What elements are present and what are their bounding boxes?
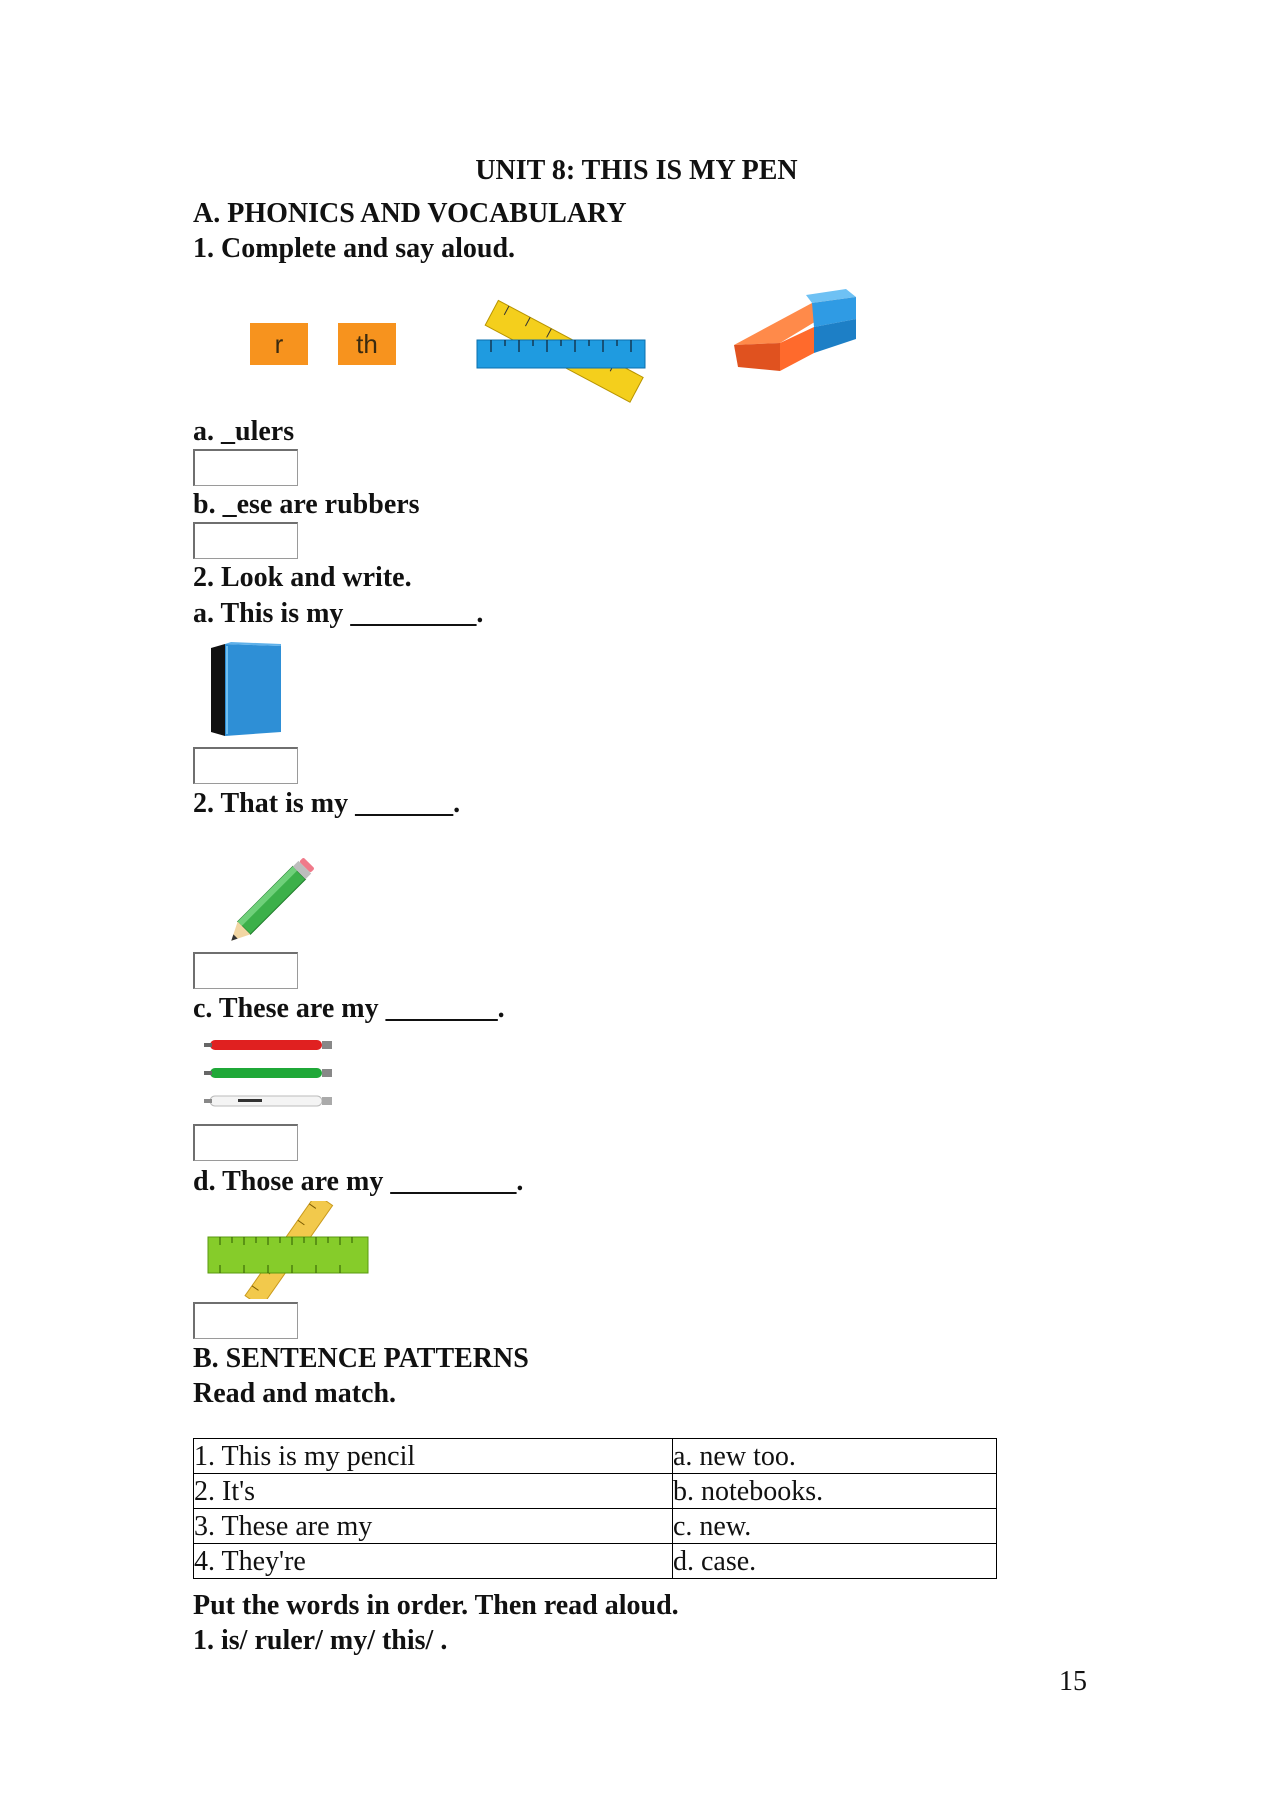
answer-input-1b[interactable] [193, 522, 298, 559]
order-instruction: Put the words in order. Then read aloud. [193, 1590, 679, 1621]
exercise-1-instruction: 1. Complete and say aloud. [193, 233, 516, 264]
match-table [193, 1438, 997, 1579]
rulers-icon [473, 294, 649, 412]
table-row [194, 1474, 997, 1509]
match-left-3: 3. These are my [194, 1509, 673, 1544]
section-b-heading: B. SENTENCE PATTERNS [193, 1343, 529, 1374]
answer-input-2b[interactable] [193, 952, 298, 989]
pens-icon [204, 1036, 336, 1112]
match-right-b: b. notebooks. [673, 1474, 997, 1509]
match-right-d: d. case. [673, 1544, 997, 1579]
match-left-4: 4. They're [194, 1544, 673, 1579]
table-row [194, 1439, 997, 1474]
answer-input-2d[interactable] [193, 1302, 298, 1339]
answer-input-1a[interactable] [193, 449, 298, 486]
eraser-icon [728, 283, 860, 385]
exercise-2-item-a: a. This is my _________. [193, 598, 484, 629]
exercise-1-item-b: b. _ese are rubbers [193, 489, 420, 520]
match-instruction: Read and match. [193, 1378, 397, 1409]
match-right-a: a. new too. [673, 1439, 997, 1474]
order-question-1: 1. is/ ruler/ my/ this/ . [193, 1625, 448, 1656]
exercise-1-item-a: a. _ulers [193, 416, 295, 447]
letter-tile-th: th [338, 323, 396, 365]
answer-input-2c[interactable] [193, 1124, 298, 1161]
exercise-2-item-d: d. Those are my _________. [193, 1166, 524, 1197]
letter-tile-r: r [250, 323, 308, 365]
match-left-2: 2. It's [194, 1474, 673, 1509]
exercise-2-item-c: c. These are my ________. [193, 993, 505, 1024]
table-row [194, 1544, 997, 1579]
book-icon [207, 642, 283, 738]
match-left-1: 1. This is my pencil [194, 1439, 673, 1474]
match-right-c: c. new. [673, 1509, 997, 1544]
answer-input-2a[interactable] [193, 747, 298, 784]
page-number: 15 [1059, 1666, 1087, 1697]
table-row [194, 1509, 997, 1544]
section-a-heading: A. PHONICS AND VOCABULARY [193, 198, 627, 229]
exercise-2-item-b: 2. That is my _______. [193, 788, 461, 819]
pencil-icon [222, 852, 324, 946]
rulers-icon [206, 1201, 370, 1299]
exercise-2-instruction: 2. Look and write. [193, 562, 412, 593]
page-title: UNIT 8: THIS IS MY PEN [475, 155, 798, 186]
